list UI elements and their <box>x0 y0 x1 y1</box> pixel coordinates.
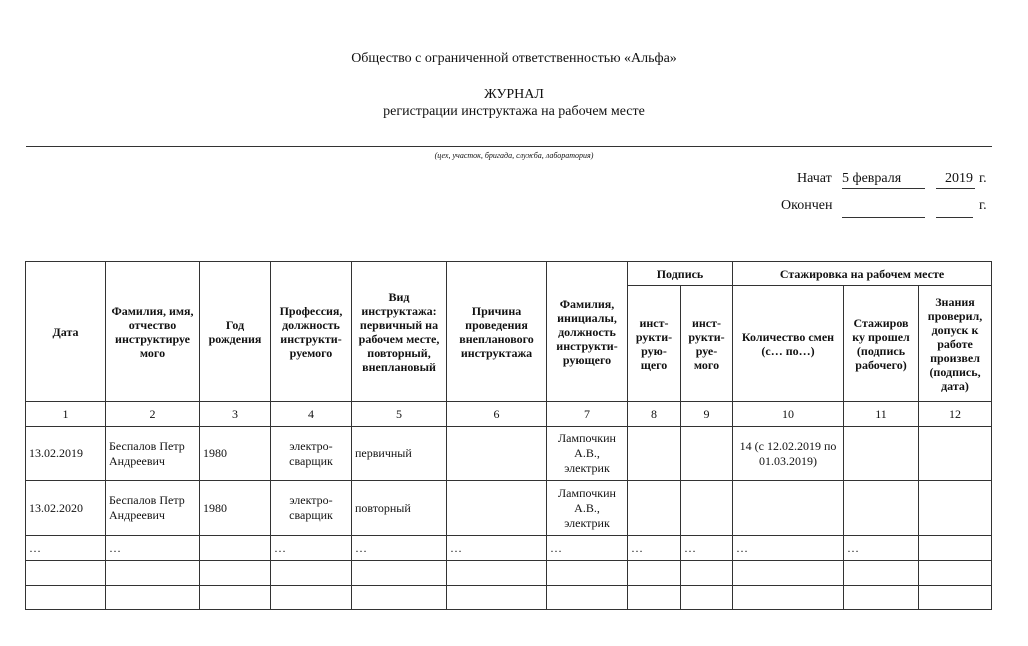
cell-empty[interactable] <box>681 561 733 586</box>
started-year[interactable]: 2019 <box>936 170 975 189</box>
journal-title: ЖУРНАЛ <box>484 87 544 102</box>
col-header-instructor: Фамилия, инициалы, должность инструкти- рующего <box>547 262 628 402</box>
col-number: 5 <box>352 402 447 427</box>
col-number: 2 <box>106 402 200 427</box>
cell-empty[interactable] <box>106 586 200 610</box>
cell-admitted[interactable] <box>919 427 992 481</box>
cell-ellipsis[interactable]: … <box>352 536 447 561</box>
cell-birth-year[interactable]: 1980 <box>200 427 271 481</box>
cell-date[interactable]: 13.02.2020 <box>26 481 106 536</box>
col-header-birth-year: Год рождения <box>200 262 271 402</box>
cell-shifts[interactable]: 14 (с 12.02.2019 по 01.03.2019) <box>733 427 844 481</box>
cell-empty[interactable] <box>681 586 733 610</box>
cell-internship-done[interactable] <box>844 427 919 481</box>
started-day-month[interactable]: 5 февраля <box>842 170 925 189</box>
col-number: 6 <box>447 402 547 427</box>
cell-empty[interactable] <box>26 586 106 610</box>
col-number: 12 <box>919 402 992 427</box>
col-header-instruction-type: Вид инструктажа: первичный на рабочем месте, повторный, внеплановый <box>352 262 447 402</box>
cell-sig-instructor[interactable] <box>628 427 681 481</box>
cell-empty[interactable] <box>26 561 106 586</box>
cell-empty[interactable] <box>628 561 681 586</box>
division-line[interactable] <box>26 146 992 147</box>
cell-empty[interactable] <box>106 561 200 586</box>
col-number: 1 <box>26 402 106 427</box>
cell-name[interactable]: Беспалов Петр Андреевич <box>106 481 200 536</box>
col-number: 4 <box>271 402 352 427</box>
cell-ellipsis[interactable]: … <box>447 536 547 561</box>
cell-sig-trainee[interactable] <box>681 481 733 536</box>
header-row-1 <box>26 262 992 286</box>
table-row-empty[interactable] <box>26 561 992 586</box>
cell-ellipsis[interactable]: … <box>733 536 844 561</box>
cell-shifts[interactable] <box>733 481 844 536</box>
cell-ellipsis[interactable]: … <box>271 536 352 561</box>
col-header-date: Дата <box>26 262 106 402</box>
cell-reason[interactable] <box>447 427 547 481</box>
col-header-profession: Профессия, должность инструкти- руемого <box>271 262 352 402</box>
cell-instructor[interactable]: Лампочкин А.В., электрик <box>547 481 628 536</box>
cell-instruction-type[interactable]: первичный <box>352 427 447 481</box>
cell-empty[interactable] <box>200 561 271 586</box>
col-number: 3 <box>200 402 271 427</box>
cell-empty[interactable] <box>200 586 271 610</box>
ended-label: Окончен <box>781 198 833 213</box>
cell-ellipsis[interactable]: … <box>681 536 733 561</box>
col-header-name: Фамилия, имя, отчество инструктируе мого <box>106 262 200 402</box>
col-header-admitted: Знания проверил, допуск к работе произвел (подпись, дата) <box>919 286 992 402</box>
cell-name[interactable]: Беспалов Петр Андреевич <box>106 427 200 481</box>
division-caption: (цех, участок, бригада, служба, лаборатория) <box>434 151 594 160</box>
cell-empty[interactable] <box>919 586 992 610</box>
cell-empty[interactable] <box>919 561 992 586</box>
col-number: 10 <box>733 402 844 427</box>
group-header-internship: Стажировка на рабочем месте <box>733 262 992 286</box>
cell-birth-year[interactable]: 1980 <box>200 481 271 536</box>
col-number: 11 <box>844 402 919 427</box>
cell-empty[interactable] <box>547 586 628 610</box>
cell-empty[interactable] <box>352 561 447 586</box>
started-label: Начат <box>797 171 832 186</box>
ended-year-suffix: г. <box>979 198 987 213</box>
cell-empty[interactable] <box>352 586 447 610</box>
ended-year[interactable] <box>936 199 973 218</box>
cell-instruction-type[interactable]: повторный <box>352 481 447 536</box>
cell-empty[interactable] <box>547 561 628 586</box>
journal-table <box>25 261 992 610</box>
cell-ellipsis[interactable]: … <box>106 536 200 561</box>
col-header-sig-trainee: инст- рукти- руе- мого <box>681 286 733 402</box>
cell-empty[interactable] <box>447 586 547 610</box>
cell-ellipsis[interactable]: … <box>547 536 628 561</box>
cell-internship-done[interactable] <box>844 481 919 536</box>
cell-instructor[interactable]: Лампочкин А.В., электрик <box>547 427 628 481</box>
col-header-reason: Причина проведения внепланового инструктажа <box>447 262 547 402</box>
cell-empty[interactable] <box>271 586 352 610</box>
ended-day-month[interactable] <box>842 199 925 218</box>
col-header-sig-instructor: инст- рукти- рую- щего <box>628 286 681 402</box>
started-year-suffix: г. <box>979 171 987 186</box>
cell-ellipsis[interactable]: … <box>26 536 106 561</box>
cell-sig-instructor[interactable] <box>628 481 681 536</box>
col-header-shifts: Количество смен (с… по…) <box>733 286 844 402</box>
column-numbers-row <box>26 402 992 427</box>
table-row-empty[interactable] <box>26 586 992 610</box>
cell-profession[interactable]: электро- сварщик <box>271 427 352 481</box>
cell-empty[interactable] <box>447 561 547 586</box>
cell-date[interactable]: 13.02.2019 <box>26 427 106 481</box>
cell-empty[interactable] <box>200 536 271 561</box>
cell-empty[interactable] <box>844 586 919 610</box>
col-number: 9 <box>681 402 733 427</box>
cell-ellipsis[interactable]: … <box>844 536 919 561</box>
cell-empty[interactable] <box>628 586 681 610</box>
cell-empty[interactable] <box>844 561 919 586</box>
cell-profession[interactable]: электро- сварщик <box>271 481 352 536</box>
cell-ellipsis[interactable]: … <box>628 536 681 561</box>
table-row-ellipsis[interactable] <box>26 536 992 561</box>
col-number: 7 <box>547 402 628 427</box>
col-number: 8 <box>628 402 681 427</box>
group-header-signature: Подпись <box>628 262 733 286</box>
cell-reason[interactable] <box>447 481 547 536</box>
table-row[interactable] <box>26 481 992 536</box>
journal-subtitle: регистрации инструктажа на рабочем месте <box>383 104 645 119</box>
col-header-internship-done: Стажиров ку прошел (подпись рабочего) <box>844 286 919 402</box>
cell-empty[interactable] <box>733 561 844 586</box>
cell-empty[interactable] <box>919 536 992 561</box>
organization-name: Общество с ограниченной ответственностью «Альфа» <box>351 51 677 66</box>
table-row[interactable] <box>26 427 992 481</box>
cell-empty[interactable] <box>733 586 844 610</box>
cell-admitted[interactable] <box>919 481 992 536</box>
cell-sig-trainee[interactable] <box>681 427 733 481</box>
cell-empty[interactable] <box>271 561 352 586</box>
